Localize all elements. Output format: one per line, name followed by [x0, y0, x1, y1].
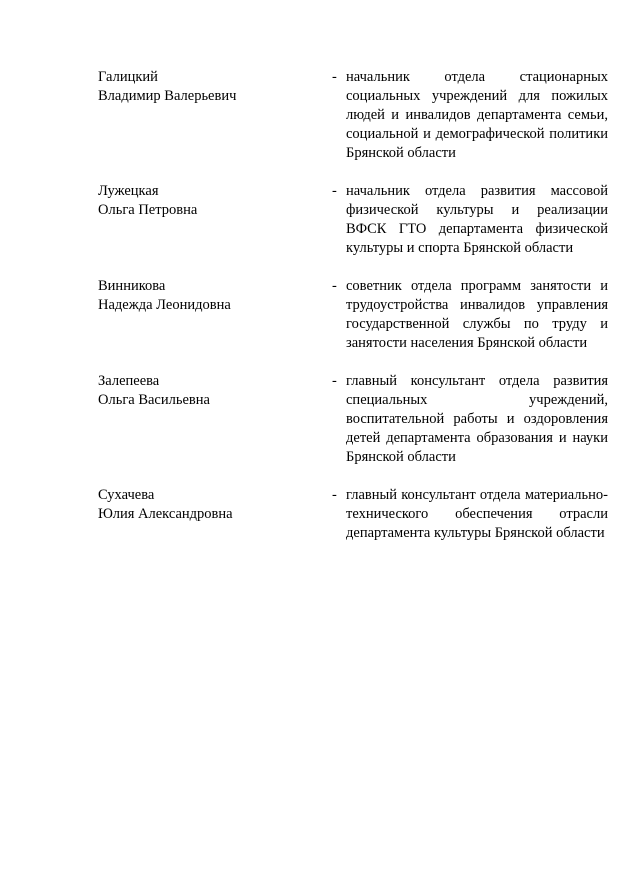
list-item	[98, 486, 610, 543]
list-item	[98, 68, 610, 163]
person-name	[98, 68, 332, 106]
person-surname: Лужецкая	[98, 183, 159, 199]
separator-dash: -	[332, 278, 337, 294]
person-surname: Сухачева	[98, 487, 155, 503]
person-position: главный консультант отдела развития специальных учреждений, воспитательной работы и оздоровления детей департамента образования и науки Брянской области	[346, 373, 608, 465]
separator-dash: -	[332, 183, 337, 199]
person-name	[98, 277, 332, 315]
person-given-names: Владимир Валерьевич	[98, 88, 237, 104]
personnel-list	[98, 68, 610, 562]
person-position: начальник отдела стационарных социальных учреждений для пожилых людей и инвалидов департамента семьи, социальной и демографической политики Брянской области	[346, 69, 608, 161]
person-name	[98, 372, 332, 410]
person-position: советник отдела программ занятости и трудоустройства инвалидов управления государственной службы по труду и занятости населения Брянской области	[346, 278, 608, 351]
person-name	[98, 486, 332, 524]
person-surname: Галицкий	[98, 69, 158, 85]
person-surname: Винникова	[98, 278, 166, 294]
separator-dash: -	[332, 373, 337, 389]
separator-dash: -	[332, 69, 337, 85]
list-item	[98, 277, 610, 353]
person-surname: Залепеева	[98, 373, 160, 389]
person-position: начальник отдела развития массовой физической культуры и реализации ВФСК ГТО департамента физической культуры и спорта Брянской области	[346, 183, 608, 256]
list-item	[98, 372, 610, 467]
person-given-names: Юлия Александровна	[98, 506, 233, 522]
person-given-names: Ольга Васильевна	[98, 392, 210, 408]
separator-dash: -	[332, 487, 337, 503]
person-given-names: Надежда Леонидовна	[98, 297, 231, 313]
person-position: главный консультант отдела материально-технического обеспечения отрасли департамента культуры Брянской области	[346, 487, 608, 541]
person-name	[98, 182, 332, 220]
list-item	[98, 182, 610, 258]
person-given-names: Ольга Петровна	[98, 202, 198, 218]
